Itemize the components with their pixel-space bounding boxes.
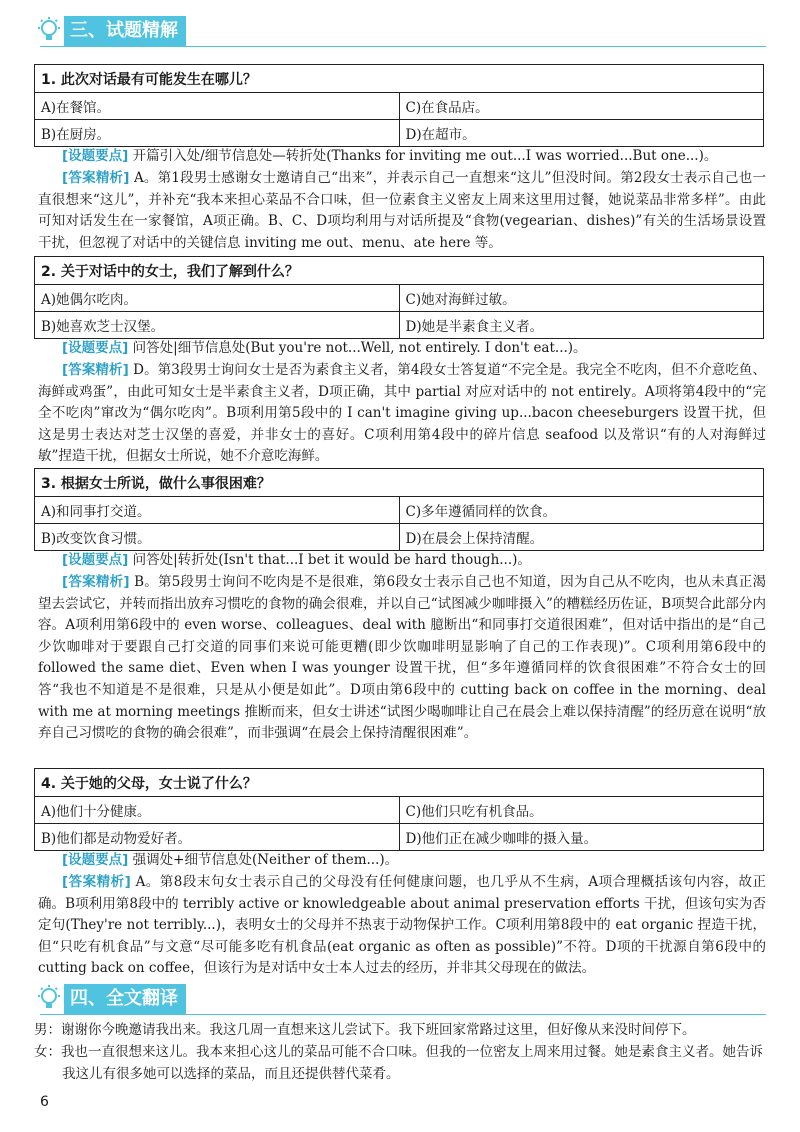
answer-analysis-2 (38, 360, 766, 468)
section-header-4 (34, 984, 186, 1014)
option-a: A)她偶尔吃肉。 (35, 285, 400, 312)
section-header-3 (34, 16, 186, 46)
answer-text: B。第5段男士询问不吃肉是不是很难，第6段女士表示自己也不知道，因为自己从不吃肉，也从未真正渴望去尝试它，并转而指出放弃习惯吃的食物的确会很难，并以自己“试图减少咖啡摄入”的糟糕经历佐证，B项契合此部分内容。A项利用第6段中的 even worse、colleagues、deal with 臆断出“和同事打交道很困难”，但对话中指出的是“自己少饮咖啡对于要跟自己打交道的同事们来说可能更糟(即少饮咖啡明显影响了自己的工作表现)”。C项利用第6段中的 followed the same diet、Even when I was younger 设置干扰，但“多年遵循同样的饮食很困难”不符合女士的回答“我也不知道是不是很难，只是从小便是如此”。D项由第6段中的 cutting back on coffee in the morning、deal with me at morning meetings 推断而来，但女士讲述“试图少喝咖啡让自己在晨会上难以保持清醒”的经历意在说明“放弃自己习惯吃的食物的确会很难”，而非强调“在晨会上保持清醒很困难”。 (38, 574, 766, 742)
design-point-text: 强调处+细节信息处(Neither of them...)。 (132, 852, 399, 868)
design-point-tag: [设题要点] (62, 552, 129, 568)
design-point-text: 问答处|细节信息处(But you're not...Well, not entirely. I don't eat...)。 (132, 340, 587, 356)
answer-text: D。第3段男士询问女士是否为素食主义者，第4段女士答复道“不完全是。我完全不吃肉，但不介意吃鱼、海鲜或鸡蛋”，由此可知女士是半素食主义者，D项正确，其中 partial 对应对话中的 not entirely。A项将第4段中的“完全不吃肉”窜改为“偶尔吃肉”。B项利用第5段中的 I can't imagine giving up...bacon cheeseburgers 设置干扰，但这是男士表达对芝士汉堡的喜爱，并非女士的喜好。C项利用第4段中的碎片信息 seafood 以及常识“有的人对海鲜过敏”捏造干扰，但据女士所说，她不介意吃海鲜。 (38, 362, 767, 465)
design-point-3 (38, 550, 766, 572)
answer-tag: [答案精析] (62, 170, 130, 186)
option-b: B)她喜欢芝士汉堡。 (35, 312, 400, 339)
option-b: B)改变饮食习惯。 (35, 524, 400, 551)
design-point-tag: [设题要点] (62, 148, 129, 164)
design-point-text: 问答处|转折处(Isn't that...I bet it would be hard though...)。 (132, 552, 531, 568)
answer-analysis-1 (38, 168, 766, 254)
translation-line-1: 男：谢谢你今晚邀请我出来。我这几周一直想来这儿尝试下。我下班回家常路过这里，但好像从来没时间停下。 (34, 1022, 696, 1038)
option-d: D)在超市。 (399, 120, 764, 147)
section-title: 四、全文翻译 (64, 984, 186, 1014)
answer-tag: [答案精析] (62, 574, 130, 590)
section-divider (40, 46, 766, 47)
answer-text: A。第8段末句女士表示自己的父母没有任何健康问题，也几乎从不生病，A项合理概括该句内容，故正确。B项利用第8段中的 terribly active or knowledgeable about animal preservation efforts 干扰，但该句实为否定句(They're not terribly...)，表明女士的父母并不热衷于动物保护工作。C项利用第8段中的 eat organic 捏造干扰，但“只吃有机食品”与文意“尽可能多吃有机食品(eat organic as often as possible)”不符。D项的干扰源自第6段中的 cutting back on coffee，但该行为是对话中女士本人过去的经历，并非其父母现在的做法。 (38, 874, 767, 977)
answer-tag: [答案精析] (62, 874, 131, 890)
page-number: 6 (40, 1094, 49, 1110)
question-text: 3. 根据女士所说，做什么事很困难？ (35, 469, 764, 497)
question-table-1 (34, 64, 764, 147)
design-point-1 (38, 146, 766, 168)
option-a: A)和同事打交道。 (35, 497, 400, 524)
question-text: 1. 此次对话最有可能发生在哪儿？ (35, 65, 764, 93)
option-b: B)他们都是动物爱好者。 (35, 824, 400, 851)
lightbulb-icon (34, 984, 64, 1014)
design-point-2 (38, 338, 766, 360)
question-text: 4. 关于她的父母，女士说了什么？ (35, 769, 764, 797)
option-c: C)在食品店。 (399, 93, 764, 120)
answer-text: A。第1段男士感谢女士邀请自己“出来”，并表示自己一直想来“这儿”但没时间。第2段女士表示自己也一直很想来“这儿”，并补充“我本来担心菜品不合口味，但一位素食主义密友上周来这里用过餐，她说菜品非常多样”。由此可知对话发生在一家餐馆，A项正确。B、C、D项均利用与对话所提及“食物(vegearian、dishes)”有关的生活场景设置干扰，但忽视了对话中的关键信息 inviting me out、menu、ate here 等。 (38, 170, 766, 251)
question-text: 2. 关于对话中的女士，我们了解到什么？ (35, 257, 764, 285)
answer-tag: [答案精析] (62, 362, 129, 378)
lightbulb-icon (34, 16, 64, 46)
option-d: D)他们正在减少咖啡的摄入量。 (399, 824, 764, 851)
option-a: A)在餐馆。 (35, 93, 400, 120)
design-point-text: 开篇引入处/细节信息处—转折处(Thanks for inviting me out...I was worried...But one...)。 (132, 148, 718, 164)
option-c: C)多年遵循同样的饮食。 (399, 497, 764, 524)
design-point-4 (38, 850, 766, 872)
question-table-4 (34, 768, 764, 851)
answer-analysis-4 (38, 872, 766, 980)
option-c: C)她对海鲜过敏。 (399, 285, 764, 312)
design-point-tag: [设题要点] (62, 852, 129, 868)
option-a: A)他们十分健康。 (35, 797, 400, 824)
option-b: B)在厨房。 (35, 120, 400, 147)
design-point-tag: [设题要点] (62, 340, 129, 356)
option-c: C)他们只吃有机食品。 (399, 797, 764, 824)
section-title: 三、试题精解 (64, 16, 186, 46)
question-table-3 (34, 468, 764, 551)
option-d: D)她是半素食主义者。 (399, 312, 764, 339)
translation-line-2: 女：我也一直很想来这儿。我本来担心这儿的菜品可能不合口味。但我的一位密友上周来用过餐。她是素食主义者。她告诉我这儿有很多她可以选择的菜品，而且还提供替代菜肴。 (34, 1044, 763, 1082)
question-table-2 (34, 256, 764, 339)
option-d: D)在晨会上保持清醒。 (399, 524, 764, 551)
section-divider (40, 1014, 766, 1015)
answer-analysis-3 (38, 572, 766, 745)
